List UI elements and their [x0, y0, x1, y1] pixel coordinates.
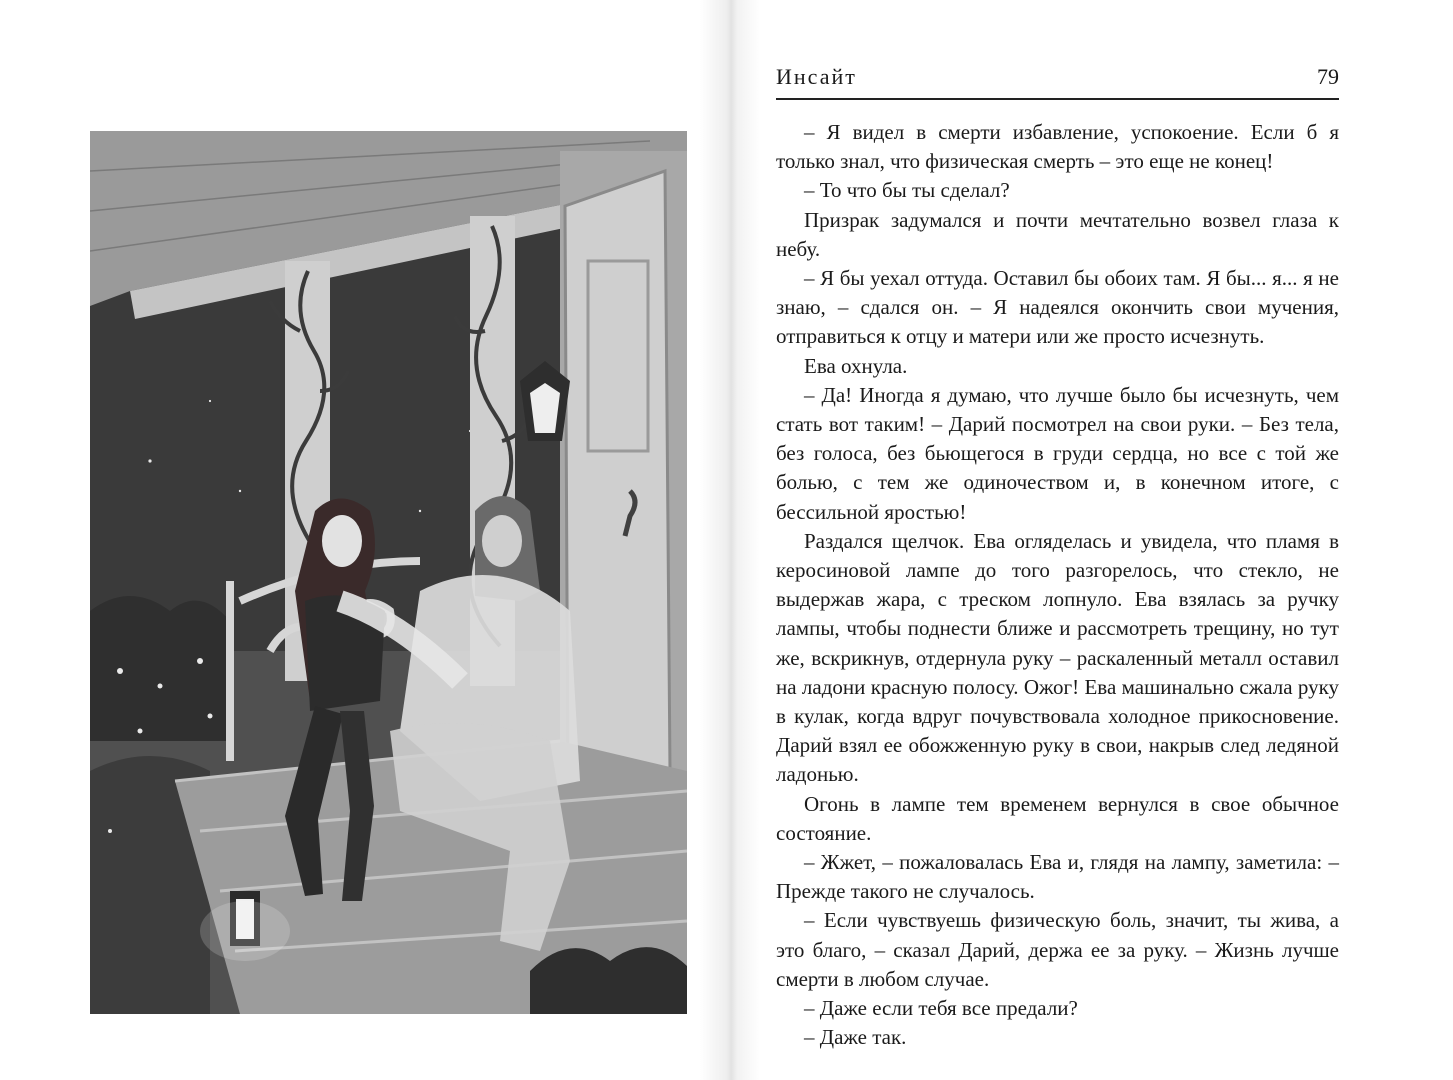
paragraph: – Я видел в смерти избавление, успокоение. Если б я только знал, что физическая смерть – это еще не конец! — [776, 120, 1339, 174]
running-title: Инсайт — [776, 64, 857, 89]
paragraph: – Жжет, – пожаловалась Ева и, глядя на лампу, заметила: – Прежде такого не случалось. — [776, 850, 1339, 904]
paragraph: Огонь в лампе тем временем вернулся в свое обычное состояние. — [776, 791, 1339, 845]
paragraph: Призрак задумался и почти мечтательно возвел глаза к небу. — [776, 207, 1339, 261]
page-header — [776, 62, 1339, 100]
illustration — [90, 131, 687, 1014]
illustration-night-porch-icon — [90, 131, 687, 1014]
page-number: 79 — [1317, 64, 1339, 89]
body-text — [776, 118, 1339, 1053]
paragraph: – Даже так. — [804, 1025, 907, 1050]
paragraph: – Да! Иногда я думаю, что лучше было бы исчезнуть, чем стать вот таким! – Дарий посмотрел на свои руки. – Без тела, без голоса, без бьющегося в груди сердца, но все с той же болью, с тем же одиночеством и, в конечном итоге, с бессильной яростью! — [776, 382, 1339, 524]
paragraph: – То что бы ты сделал? — [804, 178, 1010, 203]
paragraph: – Я бы уехал оттуда. Оставил бы обоих там. Я бы... я... я не знаю, – сдался он. – Я надеялся окончить свои мучения, отправиться к отцу и матери или же просто исчезнуть. — [776, 266, 1339, 349]
paragraph: – Даже если тебя все предали? — [804, 996, 1078, 1021]
book-gutter — [700, 0, 760, 1080]
paragraph: Ева охнула. — [804, 353, 908, 378]
paragraph: – Если чувствуешь физическую боль, значит, ты жива, а это благо, – сказал Дарий, держа ее за руку. – Жизнь лучше смерти в любом случае. — [776, 908, 1339, 991]
paragraph: Раздался щелчок. Ева огляделась и увидела, что пламя в керосиновой лампе до того разгорелось, что стекло, не выдержав жара, с треском лопнуло. Ева взялась за ручку лампы, чтобы поднести ближе и рассмотреть трещину, но тут же, вскрикнув, отдернула руку – раскаленный металл оставил на ладони красную полосу. Ожог! Ева машинально сжала руку в кулак, когда вдруг почувствовала холодное прикосновение. Дарий взял ее обожженную руку в свои, накрыв след ледяной ладонью. — [776, 528, 1339, 787]
